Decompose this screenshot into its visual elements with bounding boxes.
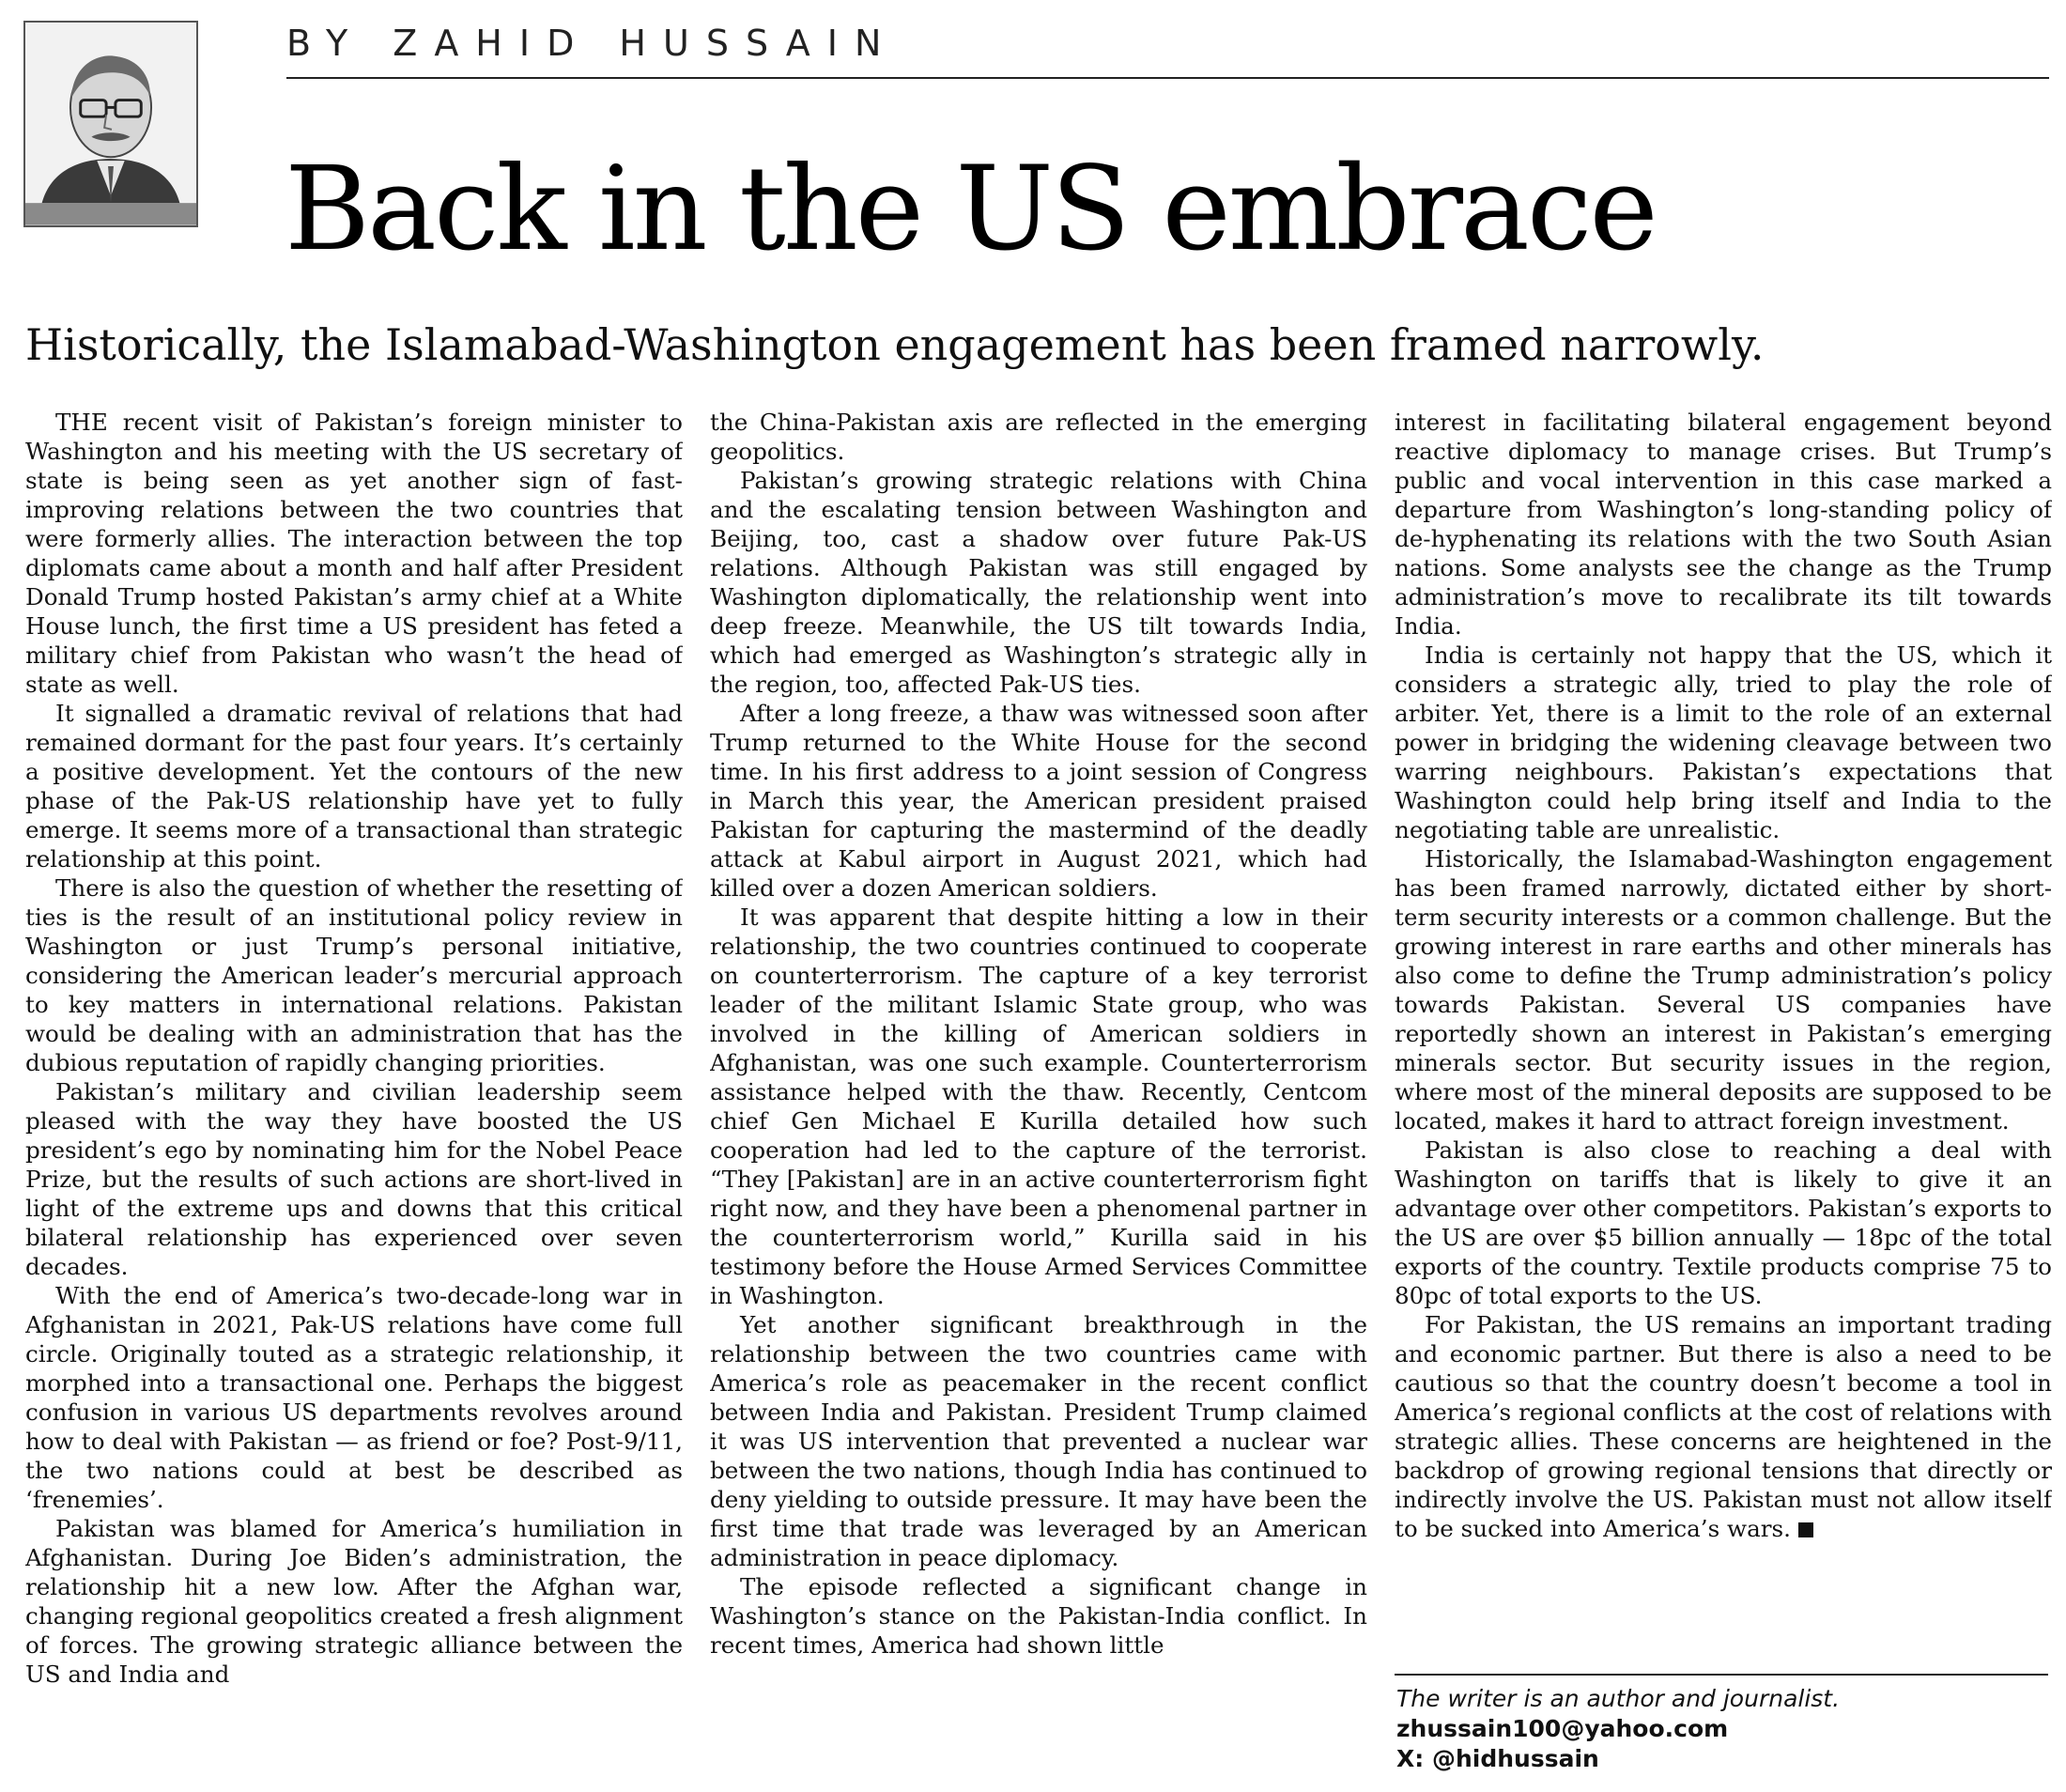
article-paragraph: Pakistan’s military and civilian leadership seem pleased with the way they have boosted the US president’s ego by nominating him for the Nobel Peace Prize, but the results of such actions are short-lived in light of the extreme ups and downs that this critical bilateral relationship has experienced over seven decades. [25,1078,683,1280]
article-paragraph: Pakistan’s growing strategic relations with China and the escalating tension between Washington and Beijing, too, cast a shadow over future Pak-US relations. Although Pakistan was still engaged by Washington diplomatically, the relationship went into deep freeze. Meanwhile, the US tilt towards India, which had emerged as Washington’s strategic ally in the region, too, affected Pak-US ties. [710,467,1367,698]
author-portrait-illustration [25,23,196,225]
article-paragraph: With the end of America’s two-decade-long war in Afghanistan in 2021, Pak-US relations have come full circle. Originally touted as a strategic relationship, it morphed into a transactional one. Perhaps the biggest confusion in various US departments revolves around how to deal with Pakistan — as friend or foe? Post-9/11, the two nations could at best be described as ‘frenemies’. [25,1282,683,1513]
article-paragraph: Yet another significant breakthrough in the relationship between the two countries came with America’s role as peacemaker in the recent conflict between India and Pakistan. President Trump claimed it was US intervention that prevented a nuclear war between the two nations, though India has continued to deny yielding to outside pressure. It may have been the first time that trade was leveraged by an American administration in peace diplomacy. [710,1311,1367,1571]
article-column-1 [25,408,683,1779]
article-paragraph-final [1395,1310,2052,1543]
article-paragraph: India is certainly not happy that the US, which it considers a strategic ally, tried to play the role of arbiter. Yet, there is a limit to the role of an external power in bridging the widening cleavage between two warring neighbours. Pakistan’s expectations that Washington could help bring itself and India to the negotiating table are unrealistic. [1395,641,2052,843]
byline: BY ZAHID HUSSAIN [286,23,899,64]
article-paragraph: It was apparent that despite hitting a low in their relationship, the two countries continued to cooperate on counterterrorism. The capture of a key terrorist leader of the militant Islamic State group, who was involved in the killing of American soldiers in Afghanistan, was one such example. Counterterrorism assistance helped with the thaw. Recently, Centcom chief Gen Michael E Kurilla detailed how such cooperation had led to the capture of the terrorist. “They [Pakistan] are in an active counterterrorism fight right now, and they have been a phenomenal partner in the counterterrorism world,” Kurilla said in his testimony before the House Armed Services Committee in Washington. [710,904,1367,1309]
article-paragraph: interest in facilitating bilateral engagement beyond reactive diplomacy to manage crises. But Trump’s public and vocal intervention in this case marked a departure from Washington’s long-standing policy of de-hyphenating its relations with the two South Asian nations. Some analysts see the change as the Trump administration’s move to recalibrate its tilt towards India. [1395,409,2052,640]
article-paragraph: Pakistan is also close to reaching a deal with Washington on tariffs that is likely to give it an advantage over other competitors. Pakistan’s exports to the US are over $5 billion annually — 18pc of the total exports of the country. Textile products comprise 75 to 80pc of total exports to the US. [1395,1136,2052,1309]
header-rule [286,77,2049,79]
article-paragraph: Pakistan was blamed for America’s humiliation in Afghanistan. During Joe Biden’s administration, the relationship hit a new low. After the Afghan war, changing regional geopolitics created a fresh alignment of forces. The growing strategic alliance between the US and India and [25,1515,683,1688]
author-note: The writer is an author and journalist. [1396,1685,1841,1712]
article-paragraph: There is also the question of whether the resetting of ties is the result of an institutional policy review in Washington or just Trump’s personal initiative, considering the American leader’s mercurial approach to key matters in international relations. Pakistan would be dealing with an administration that has the dubious reputation of rapidly changing priorities. [25,874,683,1076]
subheadline: Historically, the Islamabad-Washington engagement has been framed narrowly. [25,319,1765,370]
article-paragraph: the China-Pakistan axis are reflected in the emerging geopolitics. [710,409,1367,465]
article-paragraph: It signalled a dramatic revival of relations that had remained dormant for the past four years. It’s certainly a positive development. Yet the contours of the new phase of the Pak-US relationship have yet to fully emerge. It seems more of a transactional than strategic relationship at this point. [25,700,683,873]
article-column-2 [710,408,1367,1779]
final-paragraph-text: For Pakistan, the US remains an important trading and economic partner. But there is also a need to be cautious so that the country doesn’t become a tool in America’s regional conflicts at the cost of relations with strategic allies. These concerns are heightened in the backdrop of growing regional tensions that directly or indirectly involve the US. Pakistan must not allow itself to be sucked into America’s wars. [1395,1311,2052,1542]
author-footer [1396,1684,2048,1774]
author-social-handle[interactable]: X: @hidhussain [1396,1745,1599,1772]
article-paragraph: The episode reflected a significant change in Washington’s stance on the Pakistan-India conflict. In recent times, America had shown little [710,1573,1367,1659]
author-photo [23,21,198,227]
article-paragraph: After a long freeze, a thaw was witnessed soon after Trump returned to the White House for the second time. In his first address to a joint session of Congress in March this year, the American president praised Pakistan for capturing the mastermind of the deadly attack at Kabul airport in August 2021, which had killed over a dozen American soldiers. [710,700,1367,902]
author-email[interactable]: zhussain100@yahoo.com [1396,1715,1729,1742]
article-paragraph: Historically, the Islamabad-Washington engagement has been framed narrowly, dictated either by short-term security interests or a common challenge. But the growing interest in rare earths and other minerals has also come to define the Trump administration’s policy towards Pakistan. Several US companies have reportedly shown an interest in Pakistan’s emerging minerals sector. But security issues in the region, where most of the mineral deposits are supposed to be located, makes it hard to attract foreign investment. [1395,845,2052,1135]
headline: Back in the US embrace [285,142,1656,277]
article-column-3 [1395,408,2052,1645]
end-of-article-mark [1798,1522,1813,1537]
footer-rule [1395,1674,2048,1676]
article-paragraph: THE recent visit of Pakistan’s foreign minister to Washington and his meeting with the US secretary of state is being seen as yet another sign of fast-improving relations between the two countries that were formerly allies. The interaction between the top diplomats came about a month and half after President Donald Trump hosted Pakistan’s army chief at a White House lunch, the first time a US president has feted a military chief from Pakistan who wasn’t the head of state as well. [25,409,683,698]
